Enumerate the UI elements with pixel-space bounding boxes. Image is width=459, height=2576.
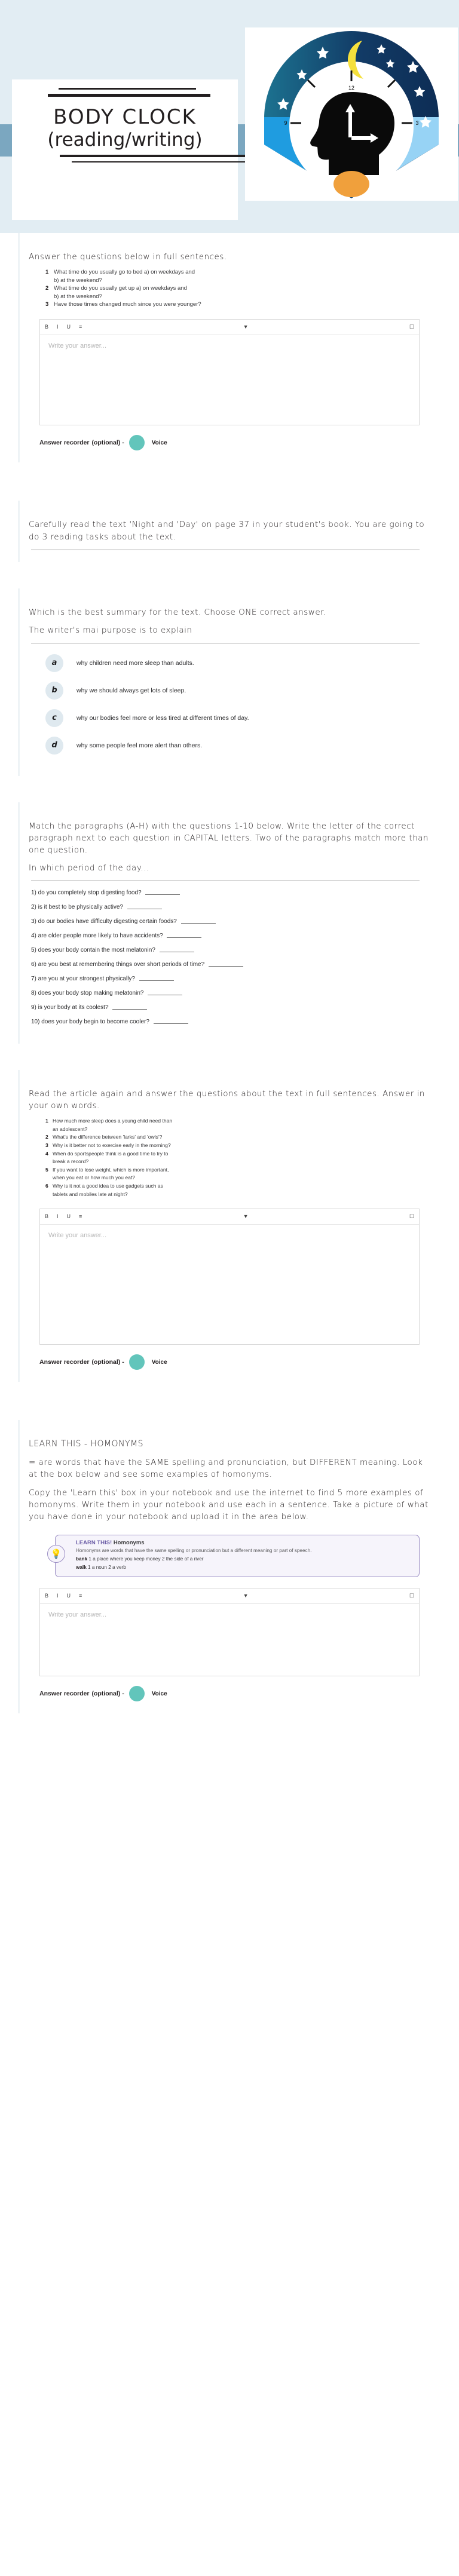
svg-text:12: 12 bbox=[348, 85, 355, 91]
answer-input-3[interactable]: Write your answer... bbox=[48, 1611, 106, 1619]
spacer bbox=[0, 1382, 459, 1420]
editor-toolbar[interactable] bbox=[40, 320, 419, 335]
lightbulb-icon: 💡 bbox=[47, 1545, 65, 1563]
sheet-left-edge bbox=[18, 501, 20, 562]
section3-stem: The writer's mai purpose is to explain bbox=[29, 625, 192, 636]
match-text: 9) is your body at its coolest? bbox=[31, 1004, 109, 1011]
editor-toolbar[interactable] bbox=[40, 1588, 419, 1604]
chevron-down-icon[interactable]: ▼ bbox=[243, 1593, 249, 1599]
section1-instruction: Answer the questions below in full sentences. bbox=[29, 252, 227, 262]
recorder-optional-label: (optional) - bbox=[91, 1690, 124, 1698]
record-button-3[interactable] bbox=[129, 1686, 145, 1701]
list-icon[interactable]: ≡ bbox=[79, 1593, 82, 1599]
answer-recorder-row-2 bbox=[39, 1354, 420, 1370]
mc-letter-bubble[interactable]: d bbox=[45, 737, 63, 755]
question-item bbox=[45, 1167, 430, 1174]
match-text: 3) do our bodies have difficulty digesting certain foods? bbox=[31, 918, 177, 925]
learn-this-title bbox=[76, 1540, 413, 1546]
italic-icon[interactable]: I bbox=[57, 1213, 59, 1220]
question-item bbox=[45, 285, 430, 293]
spacer-num bbox=[45, 1158, 53, 1166]
page-header-banner bbox=[0, 0, 459, 233]
match-answer-blank[interactable] bbox=[154, 1018, 188, 1024]
learn-this-example-row bbox=[76, 1564, 413, 1571]
example-word: walk bbox=[76, 1565, 87, 1571]
match-answer-blank[interactable] bbox=[160, 946, 194, 952]
section3-instruction: Which is the best summary for the text. Choose ONE correct answer. bbox=[29, 608, 326, 618]
learn-this-subtitle: Homonyms bbox=[113, 1540, 145, 1547]
match-text: 10) does your body begin to become cooler? bbox=[31, 1018, 149, 1025]
question-item bbox=[45, 1142, 430, 1149]
spacer-num bbox=[45, 1174, 53, 1182]
match-item[interactable] bbox=[31, 917, 430, 926]
bold-icon[interactable]: B bbox=[45, 1213, 49, 1220]
question-text: What time do you usually go to bed a) on weekdays and bbox=[54, 269, 195, 276]
answer-editor-1[interactable] bbox=[39, 319, 420, 425]
list-icon[interactable]: ≡ bbox=[79, 324, 82, 330]
match-item[interactable] bbox=[31, 1017, 430, 1026]
section-matching bbox=[18, 802, 441, 1044]
list-icon[interactable]: ≡ bbox=[79, 1213, 82, 1220]
section6-definition: = are words that have the SAME spelling and pronunciation, but DIFFERENT meaning. Look at the box below and see some examples of homonyms. bbox=[29, 1458, 423, 1480]
question-number: 1 bbox=[45, 269, 49, 276]
section-read-text bbox=[18, 501, 441, 562]
question-text: If you want to lose weight, which is more important, bbox=[53, 1166, 169, 1173]
title-card bbox=[12, 79, 238, 220]
mc-option-text: why our bodies feel more or less tired at different times of day. bbox=[76, 714, 249, 722]
match-text: 6) are you best at remembering things over short periods of time? bbox=[31, 961, 205, 968]
match-answer-blank[interactable] bbox=[167, 932, 201, 938]
learn-this-box-wrapper bbox=[50, 1535, 420, 1577]
sheet-left-edge bbox=[18, 1420, 20, 1713]
question-item bbox=[45, 269, 430, 277]
svg-text:9: 9 bbox=[284, 120, 287, 126]
match-text: 8) does your body stop making melatonin? bbox=[31, 989, 144, 996]
question-number: 4 bbox=[45, 1150, 48, 1157]
recorder-label: Answer recorder bbox=[39, 1358, 90, 1366]
question-subtext: tablets and mobiles late at night? bbox=[53, 1191, 128, 1197]
question-item bbox=[45, 1183, 430, 1190]
mc-option-text: why we should always get lots of sleep. bbox=[76, 686, 186, 694]
question-number: 5 bbox=[45, 1166, 48, 1173]
bold-icon[interactable]: B bbox=[45, 324, 49, 330]
question-subtext: break a record? bbox=[53, 1158, 89, 1165]
recorder-optional-label: (optional) - bbox=[91, 439, 124, 447]
example-def-2: 2 a verb bbox=[108, 1565, 126, 1571]
match-answer-blank[interactable] bbox=[209, 961, 243, 967]
match-answer-blank[interactable] bbox=[139, 975, 174, 981]
section4-subheading: In which period of the day... bbox=[29, 863, 149, 873]
mc-letter-bubble[interactable]: a bbox=[45, 654, 63, 672]
chevron-down-icon[interactable]: ▼ bbox=[243, 1213, 249, 1220]
match-text: 1) do you completely stop digesting food? bbox=[31, 889, 142, 896]
page-title: BODY CLOCK bbox=[53, 105, 197, 129]
worksheet-sheet bbox=[0, 233, 459, 1737]
image-icon[interactable]: ☐ bbox=[409, 1593, 415, 1599]
question-item bbox=[45, 1151, 430, 1158]
section-multiple-choice bbox=[18, 588, 441, 776]
match-answer-blank[interactable] bbox=[127, 903, 162, 909]
sheet-left-edge bbox=[18, 802, 20, 1044]
answer-recorder-row-3 bbox=[39, 1686, 420, 1701]
mc-letter-bubble[interactable]: b bbox=[45, 682, 63, 700]
question-number: 2 bbox=[45, 284, 49, 292]
match-item[interactable] bbox=[31, 946, 430, 955]
body-clock-svg bbox=[245, 27, 458, 201]
image-icon[interactable]: ☐ bbox=[409, 1213, 415, 1220]
voice-label: Voice bbox=[151, 1358, 167, 1366]
sheet-left-edge bbox=[18, 588, 20, 776]
example-def-2: 2 the side of a river bbox=[161, 1556, 204, 1562]
question-number: 3 bbox=[45, 1142, 48, 1148]
page-subtitle: (reading/writing) bbox=[47, 129, 203, 151]
spacer bbox=[0, 462, 459, 501]
question-subtext-row bbox=[45, 1126, 430, 1133]
learn-this-box bbox=[50, 1535, 420, 1577]
question-text: What's the difference between 'larks' and 'owls'? bbox=[53, 1134, 163, 1140]
match-text: 7) are you at your strongest physically? bbox=[31, 975, 135, 982]
learn-this-example-row bbox=[76, 1556, 413, 1563]
svg-text:3: 3 bbox=[415, 120, 419, 126]
match-answer-blank[interactable] bbox=[145, 889, 180, 895]
mc-option-b[interactable] bbox=[29, 682, 430, 700]
question-item bbox=[45, 1118, 430, 1125]
mc-option-c[interactable] bbox=[29, 709, 430, 727]
underline-icon[interactable]: U bbox=[66, 1213, 71, 1220]
answer-editor-2[interactable] bbox=[39, 1209, 420, 1345]
match-answer-blank[interactable] bbox=[148, 989, 182, 995]
section6-task: Copy the 'Learn this' box in your notebook and use the internet to find 5 more examples of homonyms. Write them in your notebook and use each in a sentence. Take a picture of what you have done in your notebook and upload it in the area below. bbox=[29, 1488, 429, 1522]
recorder-optional-label: (optional) - bbox=[91, 1358, 124, 1366]
spacer bbox=[0, 776, 459, 802]
learn-this-label: LEARN THIS! bbox=[76, 1540, 112, 1547]
underline-icon[interactable]: U bbox=[66, 1593, 71, 1599]
question-subtext-row bbox=[45, 1158, 430, 1166]
question-text: Why is it better not to exercise early in the morning? bbox=[53, 1142, 171, 1148]
multiple-choice-list bbox=[29, 654, 430, 755]
question-item bbox=[45, 1134, 430, 1141]
spacer-num bbox=[45, 1126, 53, 1133]
mc-letter-bubble[interactable]: c bbox=[45, 709, 63, 727]
match-item[interactable] bbox=[31, 931, 430, 940]
mc-option-text: why some people feel more alert than others. bbox=[76, 741, 203, 749]
match-text: 4) are older people more likely to have accidents? bbox=[31, 932, 163, 939]
question-subtext: when you eat or how much you eat? bbox=[53, 1174, 136, 1181]
sheet-left-edge bbox=[18, 233, 20, 462]
question-number: 6 bbox=[45, 1182, 48, 1189]
section-homonyms bbox=[18, 1420, 441, 1713]
bold-icon[interactable]: B bbox=[45, 1593, 49, 1599]
question-text: Why is it not a good idea to use gadgets such as bbox=[53, 1182, 163, 1189]
answer-input-1[interactable]: Write your answer... bbox=[48, 342, 106, 350]
mc-option-a[interactable] bbox=[29, 654, 430, 672]
answer-input-2[interactable]: Write your answer... bbox=[48, 1232, 106, 1240]
answer-editor-3[interactable] bbox=[39, 1588, 420, 1676]
spacer bbox=[0, 562, 459, 588]
record-button-1[interactable] bbox=[129, 435, 145, 450]
question-subtext-row bbox=[45, 1191, 430, 1198]
question-subtext: b) at the weekend? bbox=[54, 277, 102, 284]
voice-label: Voice bbox=[151, 439, 167, 446]
section2-instruction: Carefully read the text 'Night and 'Day' on page 37 in your student's book. You are going to do 3 reading tasks about the text. bbox=[29, 520, 425, 542]
example-word: bank bbox=[76, 1556, 88, 1562]
spacer bbox=[0, 1044, 459, 1070]
mc-option-text: why children need more sleep than adults. bbox=[76, 659, 194, 667]
question-text: When do sportspeople think is a good time to try to bbox=[53, 1150, 169, 1157]
matching-list bbox=[31, 888, 430, 1026]
recorder-label: Answer recorder bbox=[39, 1690, 90, 1698]
italic-icon[interactable]: I bbox=[57, 1593, 59, 1599]
section-article-questions bbox=[18, 1070, 441, 1382]
body-clock-illustration bbox=[245, 27, 458, 201]
example-def-1: 1 a place where you keep money bbox=[88, 1556, 161, 1562]
question-text: What time do you usually get up a) on weekdays and bbox=[54, 284, 187, 292]
match-answer-blank[interactable] bbox=[181, 918, 216, 924]
editor-toolbar[interactable] bbox=[40, 1209, 419, 1225]
learn-this-body: Homonyms are words that have the same spelling or pronunciation but a different meaning or part of speech. bbox=[76, 1548, 312, 1554]
section-warmup-questions bbox=[18, 233, 441, 462]
section6-heading: LEARN THIS - HOMONYMS bbox=[29, 1439, 144, 1449]
match-item[interactable] bbox=[31, 974, 430, 983]
section1-question-list bbox=[45, 269, 430, 308]
match-item[interactable] bbox=[31, 960, 430, 969]
title-rule-top-1 bbox=[59, 88, 196, 90]
match-text: 5) does your body contain the most melatonin? bbox=[31, 946, 155, 953]
italic-icon[interactable]: I bbox=[57, 324, 59, 330]
question-subtext: an adolescent? bbox=[53, 1126, 88, 1132]
match-answer-blank[interactable] bbox=[112, 1004, 147, 1010]
section4-instruction: Match the paragraphs (A-H) with the questions 1-10 below. Write the letter of the correct paragraph next to each question in CAPITAL letters. Two of the paragraphs match more than one question. bbox=[29, 821, 429, 855]
title-rule-top-2 bbox=[48, 94, 210, 97]
record-button-2[interactable] bbox=[129, 1354, 145, 1370]
match-item[interactable] bbox=[31, 1003, 430, 1012]
question-text: Have those times changed much since you were younger? bbox=[54, 300, 201, 308]
question-text: How much more sleep does a young child need than bbox=[53, 1118, 173, 1124]
question-subtext-row bbox=[45, 1174, 430, 1182]
match-item[interactable] bbox=[31, 989, 430, 998]
sun-icon bbox=[333, 171, 369, 197]
voice-label: Voice bbox=[151, 1690, 167, 1697]
match-item[interactable] bbox=[31, 888, 430, 897]
image-icon[interactable]: ☐ bbox=[409, 324, 415, 330]
underline-icon[interactable]: U bbox=[66, 324, 71, 330]
mc-option-d[interactable] bbox=[29, 737, 430, 755]
question-item bbox=[45, 301, 430, 309]
chevron-down-icon[interactable]: ▼ bbox=[243, 324, 249, 330]
answer-recorder-row-1 bbox=[39, 435, 420, 450]
example-def-1: 1 a noun bbox=[88, 1565, 107, 1571]
question-number: 3 bbox=[45, 300, 49, 308]
match-text: 2) is it best to be physically active? bbox=[31, 903, 123, 910]
recorder-label: Answer recorder bbox=[39, 439, 90, 447]
question-number: 2 bbox=[45, 1134, 48, 1140]
section5-instruction: Read the article again and answer the questions about the text in full sentences. Answer in your own words. bbox=[29, 1088, 425, 1111]
spacer-num bbox=[45, 1191, 53, 1198]
sheet-left-edge bbox=[18, 1070, 20, 1382]
section5-question-list bbox=[45, 1118, 430, 1198]
question-subtext: b) at the weekend? bbox=[54, 293, 102, 300]
question-number: 1 bbox=[45, 1118, 48, 1124]
match-item[interactable] bbox=[31, 903, 430, 912]
